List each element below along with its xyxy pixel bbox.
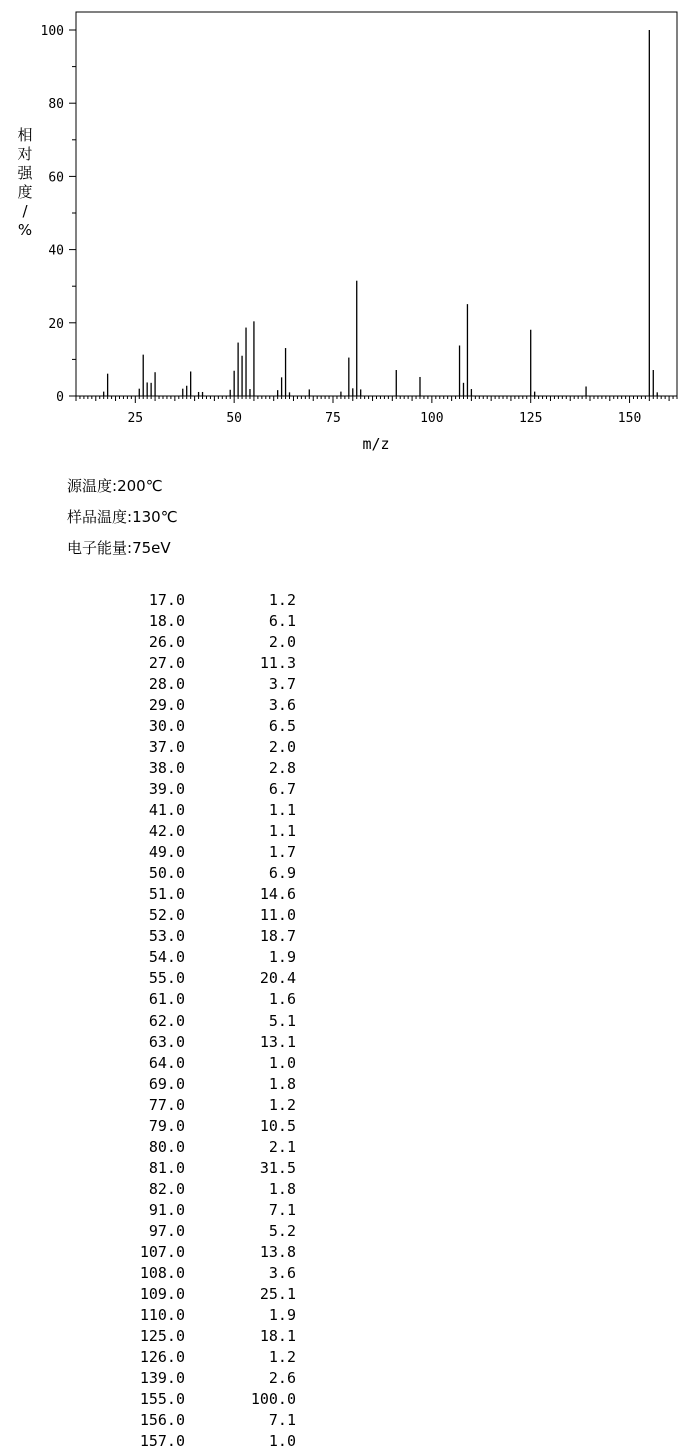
- source-temperature: [67, 477, 163, 495]
- peak-mz: 156.0: [139, 1410, 185, 1429]
- peak-abundance: 3.6: [268, 1263, 296, 1282]
- peak-row: [0, 822, 320, 842]
- condition-value: 200℃: [117, 477, 163, 495]
- peak-abundance: 25.1: [259, 1284, 296, 1303]
- peak-abundance: 13.1: [259, 1032, 296, 1051]
- peak-row: [0, 1285, 320, 1305]
- peak-row: [0, 1138, 320, 1158]
- peak-mz: 126.0: [139, 1347, 185, 1366]
- peak-row: [0, 906, 320, 926]
- peak-abundance: 5.2: [268, 1221, 296, 1240]
- peak-row: [0, 1264, 320, 1284]
- peak-row: [0, 1432, 320, 1452]
- peak-mz: 97.0: [148, 1221, 185, 1240]
- peak-row: [0, 969, 320, 989]
- peak-mz: 29.0: [148, 696, 185, 715]
- peak-abundance: 3.7: [268, 675, 296, 694]
- y-tick-label: 80: [48, 97, 64, 113]
- peak-abundance: 10.5: [259, 1116, 296, 1135]
- peak-row: [0, 1327, 320, 1347]
- peak-abundance: 1.9: [268, 948, 296, 967]
- peak-mz: 82.0: [148, 1179, 185, 1198]
- peak-mz: 77.0: [148, 1095, 185, 1114]
- peak-abundance: 6.5: [268, 717, 296, 736]
- peak-abundance: 1.0: [268, 1053, 296, 1072]
- y-axis-label: [17, 126, 33, 239]
- x-tick-label: 25: [127, 411, 144, 426]
- peak-mz: 42.0: [148, 822, 185, 841]
- y-tick-label: 20: [48, 316, 64, 332]
- peak-mz: 80.0: [148, 1137, 185, 1156]
- sample-temperature: [67, 508, 178, 526]
- y-axis-label-char: 对: [17, 145, 33, 163]
- peak-row: [0, 717, 320, 737]
- y-axis-label-char: /: [22, 202, 28, 220]
- peak-abundance: 13.8: [259, 1242, 296, 1261]
- peak-abundance: 1.8: [268, 1074, 296, 1093]
- peak-abundance: 1.9: [268, 1305, 296, 1324]
- peak-mz: 81.0: [148, 1158, 185, 1177]
- peak-mz: 18.0: [148, 612, 185, 631]
- peak-mz: 63.0: [148, 1032, 185, 1051]
- peak-mz: 26.0: [148, 633, 185, 652]
- peak-row: [0, 1033, 320, 1053]
- peak-row: [0, 1012, 320, 1032]
- peak-row: [0, 990, 320, 1010]
- peak-row: [0, 1159, 320, 1179]
- peak-row: [0, 1180, 320, 1200]
- peak-mz: 39.0: [148, 780, 185, 799]
- x-axis-label: m/z: [362, 435, 390, 453]
- peak-row: [0, 1390, 320, 1410]
- y-axis-label-char: %: [17, 221, 33, 239]
- y-tick-label: 100: [40, 24, 64, 39]
- peak-abundance: 2.1: [268, 1137, 296, 1156]
- peak-mz: 52.0: [148, 906, 185, 925]
- x-tick-label: 125: [518, 411, 543, 426]
- peak-mz: 125.0: [139, 1326, 185, 1345]
- y-tick-label: 0: [56, 390, 64, 405]
- peak-row: [0, 1369, 320, 1389]
- y-axis-label-char: 相: [17, 126, 33, 144]
- peak-abundance: 2.0: [268, 738, 296, 757]
- peak-mz: 27.0: [148, 654, 185, 673]
- peak-abundance: 6.1: [268, 612, 296, 631]
- peak-row: [0, 1096, 320, 1116]
- peak-abundance: 11.3: [259, 654, 296, 673]
- peak-row: [0, 1411, 320, 1431]
- peak-row: [0, 591, 320, 611]
- peak-mz: 157.0: [139, 1432, 185, 1450]
- peak-row: [0, 1306, 320, 1326]
- peak-abundance: 31.5: [259, 1158, 296, 1177]
- condition-label: 电子能量:: [67, 539, 133, 557]
- peak-row: [0, 654, 320, 674]
- x-tick-label: 75: [325, 411, 341, 426]
- peak-mz: 109.0: [139, 1284, 185, 1303]
- peak-abundance: 2.0: [268, 633, 296, 652]
- plot-frame: [76, 12, 677, 396]
- peak-abundance: 1.1: [268, 801, 296, 820]
- peak-abundance: 1.8: [268, 1179, 296, 1198]
- y-axis-label-char: 度: [17, 183, 33, 201]
- y-tick-label: 40: [48, 243, 64, 259]
- peak-row: [0, 1117, 320, 1137]
- peak-mz: 91.0: [148, 1200, 185, 1219]
- peak-abundance: 5.1: [268, 1011, 296, 1030]
- x-tick-label: 150: [617, 411, 642, 426]
- peak-abundance: 1.2: [268, 1095, 296, 1114]
- condition-value: 130℃: [132, 508, 178, 526]
- peak-row: [0, 675, 320, 695]
- peak-abundance: 1.2: [268, 591, 296, 609]
- peak-abundance: 11.0: [259, 906, 296, 925]
- condition-label: 样品温度:: [67, 508, 133, 526]
- peak-mz: 54.0: [148, 948, 185, 967]
- peak-mz: 107.0: [139, 1242, 185, 1261]
- peak-row: [0, 759, 320, 779]
- peak-mz: 38.0: [148, 759, 185, 778]
- peak-row: [0, 696, 320, 716]
- peak-mz: 62.0: [148, 1011, 185, 1030]
- peak-abundance: 1.7: [268, 843, 296, 862]
- peak-row: [0, 885, 320, 905]
- peak-row: [0, 612, 320, 632]
- peak-row: [0, 738, 320, 758]
- peak-mz: 110.0: [139, 1305, 185, 1324]
- peak-row: [0, 1222, 320, 1242]
- peak-abundance: 1.0: [268, 1432, 296, 1450]
- peak-mz: 155.0: [139, 1389, 185, 1408]
- peak-row: [0, 927, 320, 947]
- peak-row: [0, 1201, 320, 1221]
- peak-abundance: 1.1: [268, 822, 296, 841]
- peak-abundance: 1.2: [268, 1347, 296, 1366]
- peak-mz: 61.0: [148, 990, 185, 1009]
- peak-row: [0, 1243, 320, 1263]
- peak-row: [0, 1054, 320, 1074]
- peak-row: [0, 1075, 320, 1095]
- peak-mz: 41.0: [148, 801, 185, 820]
- condition-label: 源温度:: [67, 477, 118, 495]
- peak-abundance: 100.0: [250, 1389, 296, 1408]
- peak-abundance: 6.7: [268, 780, 296, 799]
- electron-energy: [67, 539, 171, 557]
- peak-mz: 30.0: [148, 717, 185, 736]
- peak-abundance: 2.8: [268, 759, 296, 778]
- peak-row: [0, 633, 320, 653]
- peak-mz: 69.0: [148, 1074, 185, 1093]
- peak-row: [0, 780, 320, 800]
- y-axis-label-char: 强: [17, 164, 33, 182]
- peak-mz: 49.0: [148, 843, 185, 862]
- peak-mz: 53.0: [148, 927, 185, 946]
- peak-abundance: 18.7: [259, 927, 296, 946]
- y-tick-label: 60: [48, 170, 64, 186]
- peak-row: [0, 801, 320, 821]
- peak-abundance: 7.1: [268, 1410, 296, 1429]
- peak-abundance: 7.1: [268, 1200, 296, 1219]
- peak-row: [0, 948, 320, 968]
- peak-row: [0, 864, 320, 884]
- peak-mz: 51.0: [148, 885, 185, 904]
- peak-row: [0, 843, 320, 863]
- peak-mz: 37.0: [148, 738, 185, 757]
- peak-mz: 28.0: [148, 675, 185, 694]
- peak-mz: 79.0: [148, 1116, 185, 1135]
- peak-abundance: 3.6: [268, 696, 296, 715]
- peak-mz: 17.0: [148, 591, 185, 609]
- peak-abundance: 20.4: [259, 969, 296, 988]
- x-tick-label: 50: [226, 411, 242, 426]
- x-tick-label: 100: [420, 411, 444, 426]
- peak-abundance: 14.6: [259, 885, 296, 904]
- condition-value: 75eV: [132, 539, 171, 557]
- peak-mz: 139.0: [139, 1368, 185, 1387]
- peak-mz: 55.0: [148, 969, 185, 988]
- peak-row: [0, 1348, 320, 1368]
- peak-abundance: 6.9: [268, 864, 296, 883]
- peak-abundance: 2.6: [268, 1368, 296, 1387]
- mass-spectrum-chart: [0, 0, 687, 460]
- peak-abundance: 1.6: [268, 990, 296, 1009]
- peak-mz: 108.0: [139, 1263, 185, 1282]
- peak-abundance: 18.1: [259, 1326, 296, 1345]
- peak-mz: 64.0: [148, 1053, 185, 1072]
- peak-mz: 50.0: [148, 864, 185, 883]
